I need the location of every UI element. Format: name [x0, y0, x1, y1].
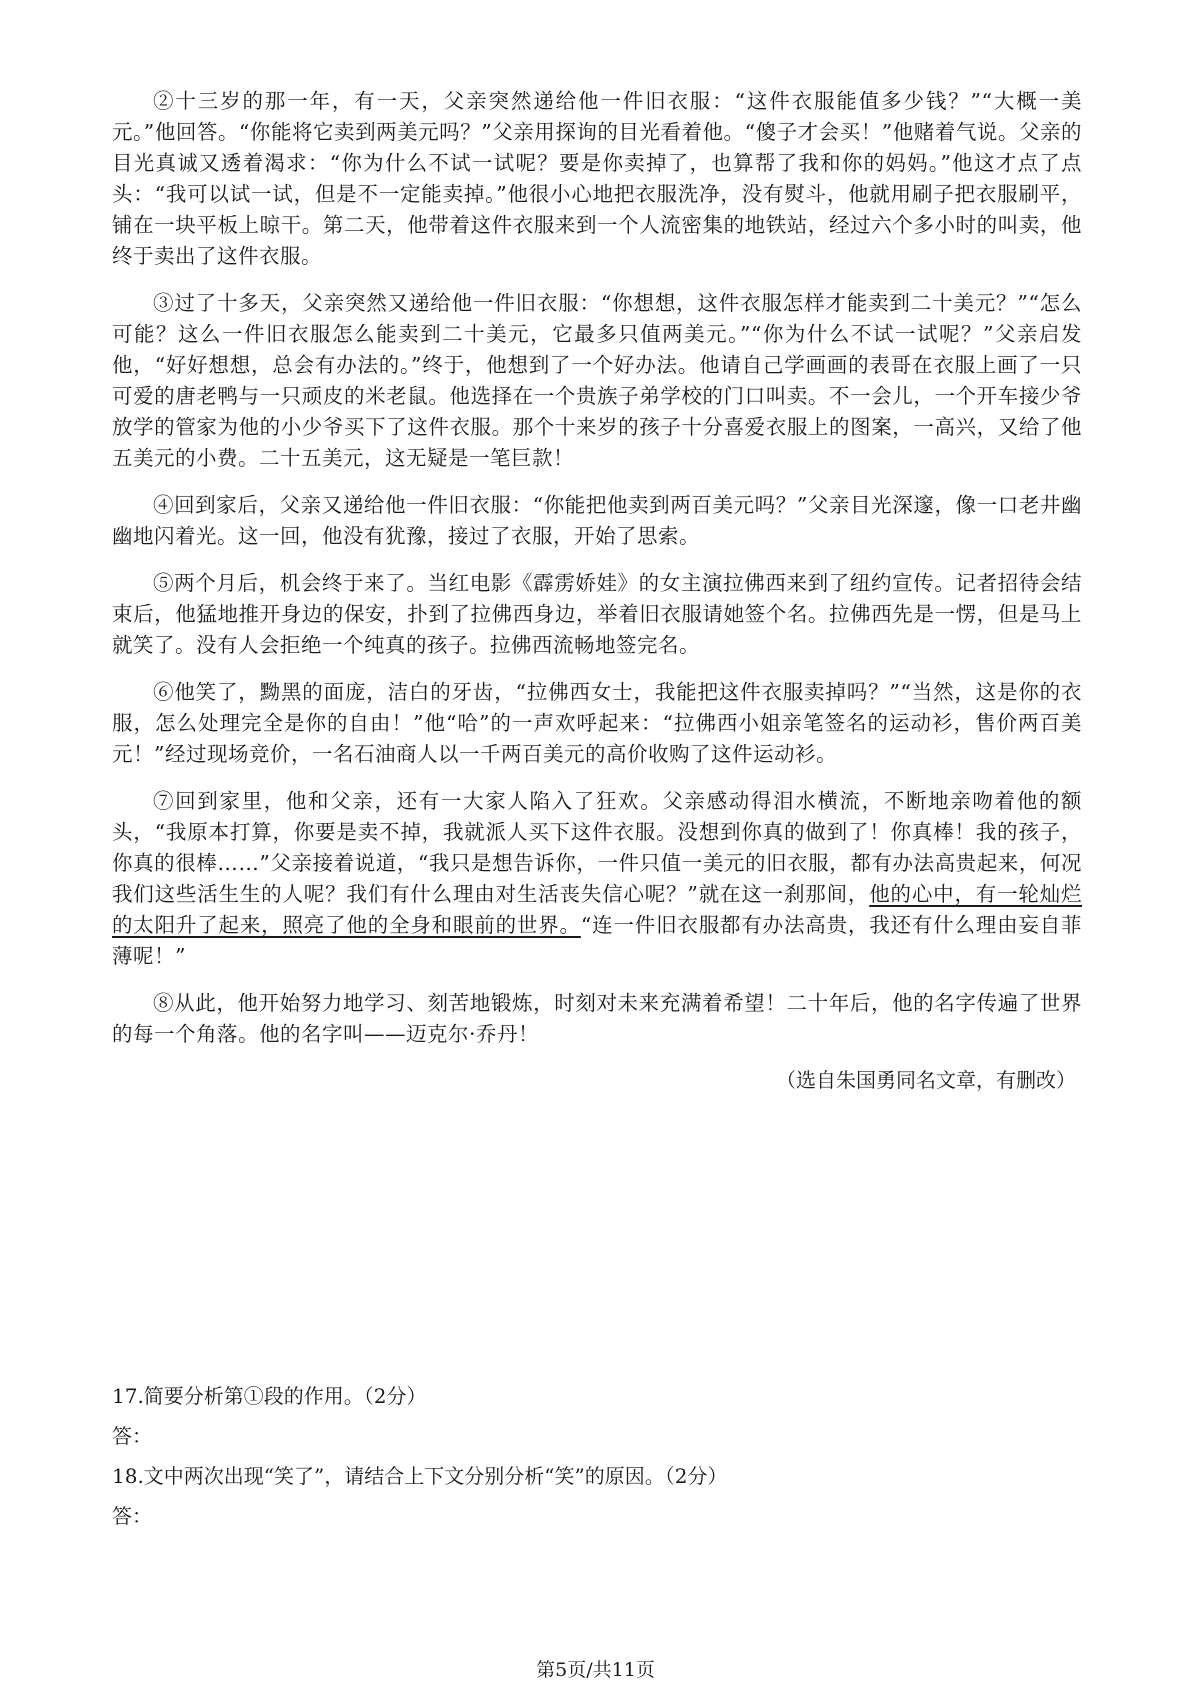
page-number: 第5页/共11页 — [536, 1659, 655, 1681]
paragraph-7 — [112, 786, 1082, 972]
answer-label-17: 答： — [112, 1424, 152, 1448]
source-citation: （选自朱国勇同名文章，有删改） — [776, 1068, 1076, 1092]
question-18: 18.文中两次出现“笑了”，请结合上下文分别分析“笑”的原因。（2分） — [112, 1464, 728, 1488]
answer-label-18: 答： — [112, 1504, 152, 1528]
paragraph-7-quote: “连一件旧衣服都有办法高贵，我还有什么理由妄自菲薄呢！” — [112, 913, 1083, 968]
paragraph-5: ⑤两个月后，机会终于来了。当红电影《霹雳娇娃》的女主演拉佛西来到了纽约宣传。记者招待会结束后，他猛地推开身边的保安，扑到了拉佛西身边，举着旧衣服请她签个名。拉佛西先是一愣，但是马上就笑了。没有人会拒绝一个纯真的孩子。拉佛西流畅地签完名。 — [112, 571, 1082, 657]
paragraph-4: ④回到家后，父亲又递给他一件旧衣服：“你能把他卖到两百美元吗？”父亲目光深邃，像一口老井幽幽地闪着光。这一回，他没有犹豫，接过了衣服，开始了思索。 — [112, 493, 1082, 548]
questions-section — [112, 1376, 1082, 1536]
underlined-sentence: 他的心中，有一轮灿烂的太阳升了起来，照亮了他的全身和眼前的世界。 — [112, 882, 1083, 937]
paragraph-3: ③过了十多天，父亲突然又递给他一件旧衣服：“你想想，这件衣服怎样才能卖到二十美元？”“怎么可能？这么一件旧衣服怎么能卖到二十美元，它最多只值两美元。”“你为什么不试一试呢？”父亲启发他，“好好想想，总会有办法的。”终于，他想到了一个好办法。他请自己学画画的表哥在衣服上画了一只可爱的唐老鸭与一只顽皮的米老鼠。他选择在一个贵族子弟学校的门口叫卖。不一会儿，一个开车接少爷放学的管家为他的小少爷买下了这件衣服。那个十来岁的孩子十分喜爱衣服上的图案，一高兴，又给了他五美元的小费。二十五美元，这无疑是一笔巨款！ — [112, 291, 1082, 470]
paragraph-8: ⑧从此，他开始努力地学习、刻苦地锻炼，时刻对未来充满着希望！二十年后，他的名字传遍了世界的每一个角落。他的名字叫——迈克尔·乔丹！ — [112, 991, 1082, 1046]
paragraph-7-text: ⑦回到家里，他和父亲，还有一大家人陷入了狂欢。父亲感动得泪水横流，不断地亲吻着他的额头，“我原本打算，你要是卖不掉，我就派人买下这件衣服。没想到你真的做到了！你真棒！我的孩子，你真的很棒……”父亲接着说道，“我只是想告诉你，一件只值一美元的旧衣服，都有办法高贵起来，何况我们这些活生生的人呢？我们有什么理由对生活丧失信心呢？”就在这一刹那间， — [112, 789, 1082, 906]
reading-passage — [112, 86, 1082, 1094]
question-17: 17.简要分析第①段的作用。（2分） — [112, 1384, 427, 1408]
paragraph-2: ②十三岁的那一年，有一天，父亲突然递给他一件旧衣服：“这件衣服能值多少钱？”“大概一美元。”他回答。“你能将它卖到两美元吗？”父亲用探询的目光看着他。“傻子才会买！”他赌着气说。父亲的目光真诚又透着渴求：“你为什么不试一试呢？要是你卖掉了，也算帮了我和你的妈妈。”他这才点了点头：“我可以试一试，但是不一定能卖掉。”他很小心地把衣服洗净，没有熨斗，他就用刷子把衣服刷平，铺在一块平板上晾干。第二天，他带着这件衣服来到一个人流密集的地铁站，经过六个多小时的叫卖，他终于卖出了这件衣服。 — [112, 89, 1082, 268]
paragraph-6: ⑥他笑了，黝黑的面庞，洁白的牙齿，“拉佛西女士，我能把这件衣服卖掉吗？”“当然，这是你的衣服，怎么处理完全是你的自由！”他“哈”的一声欢呼起来：“拉佛西小姐亲笔签名的运动衫，售价两百美元！”经过现场竞价，一名石油商人以一千两百美元的高价收购了这件运动衫。 — [112, 680, 1082, 766]
